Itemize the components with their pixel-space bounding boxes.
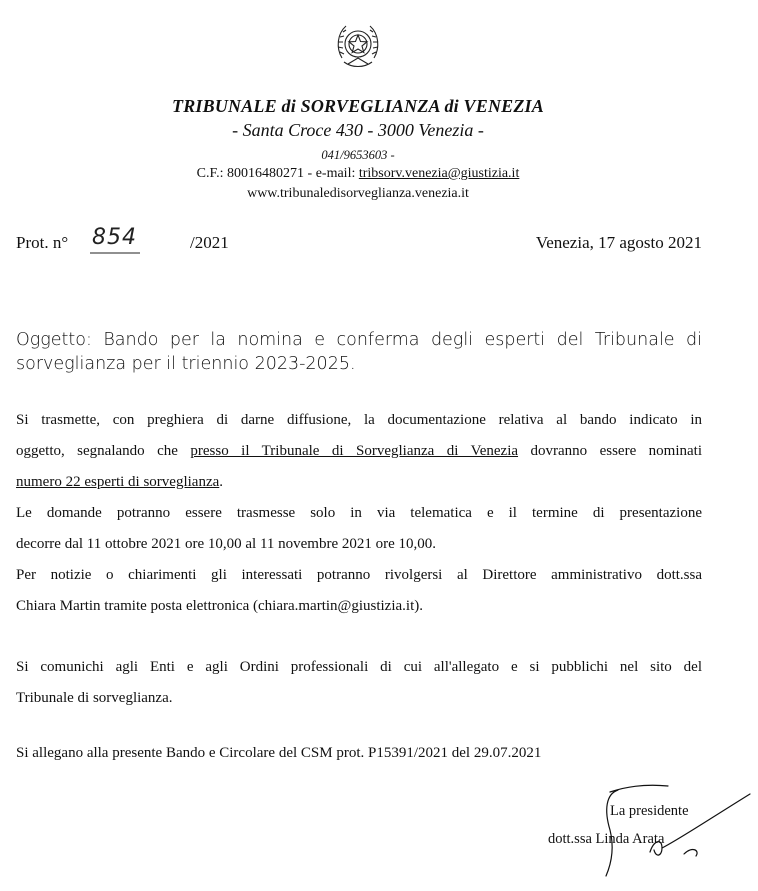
body-line: Per notizie o chiarimenti gli interessati potranno rivolgersi al Direttore amministrativo dott.ssa <box>16 567 702 583</box>
protocol-number: 854 <box>92 225 137 250</box>
body-line <box>16 436 702 467</box>
body-line: Le domande potranno essere trasmesse solo in via telematica e il termine di presentazione <box>16 505 702 521</box>
website-link[interactable]: www.tribunaledisorveglianza.venezia.it <box>247 186 469 201</box>
body-text: . <box>219 474 224 490</box>
body-line: Tribunale di sorveglianza. <box>16 690 173 706</box>
protocol-number-underline <box>90 251 142 255</box>
body-line: decorre dal 11 ottobre 2021 ore 10,00 al 11 novembre 2021 ore 10,00. <box>16 536 437 552</box>
body-line: Chiara Martin tramite posta elettronica (chiara.martin@giustizia.it). <box>16 598 423 614</box>
subject-block <box>16 328 702 376</box>
subject-label: Oggetto: <box>16 330 92 350</box>
subject-line-1: Bando per la nomina e conferma degli esperti del Tribunale di <box>103 330 702 350</box>
body-line: Si trasmette, con preghiera di darne diffusione, la documentazione relativa al bando indicato in <box>16 412 702 428</box>
body-line <box>16 467 702 498</box>
body-text: dovranno essere nominati <box>518 443 702 459</box>
fiscal-code-email-line <box>0 166 716 182</box>
signer-name: dott.ssa Linda Arata <box>548 831 665 847</box>
court-address: - Santa Croce 430 - 3000 Venezia - <box>232 120 484 140</box>
body-line: Si comunichi agli Enti e agli Ordini professionali di cui all'allegato e si pubblichi nel sito del <box>16 659 702 675</box>
body-paragraph-2 <box>16 652 702 714</box>
protocol-label: Prot. n° <box>16 233 69 252</box>
protocol-year: /2021 <box>190 233 229 252</box>
subject-line-2: sorveglianza per il triennio 2023-2025. <box>16 354 356 374</box>
court-name: TRIBUNALE di SORVEGLIANZA di VENEZIA <box>172 96 544 116</box>
underlined-text: numero 22 esperti di sorveglianza <box>16 474 220 490</box>
email-link[interactable]: tribsorv.venezia@giustizia.it <box>358 166 520 181</box>
handwritten-signature-icon <box>588 780 758 880</box>
body-paragraph-1 <box>16 405 702 622</box>
body-text: oggetto, segnalando che <box>16 443 191 459</box>
body-line: Si allegano alla presente Bando e Circolare del CSM prot. P15391/2021 del 29.07.2021 <box>16 745 542 761</box>
underlined-text: presso il Tribunale di Sorveglianza di Venezia <box>190 443 519 459</box>
signer-title: La presidente <box>610 803 689 819</box>
italian-republic-emblem-icon <box>334 18 382 72</box>
fiscal-code: C.F.: 80016480271 - e-mail: <box>196 166 359 181</box>
court-phone: 041/9653603 - <box>321 148 395 162</box>
document-date: Venezia, 17 agosto 2021 <box>535 233 702 252</box>
body-paragraph-3 <box>16 738 702 769</box>
